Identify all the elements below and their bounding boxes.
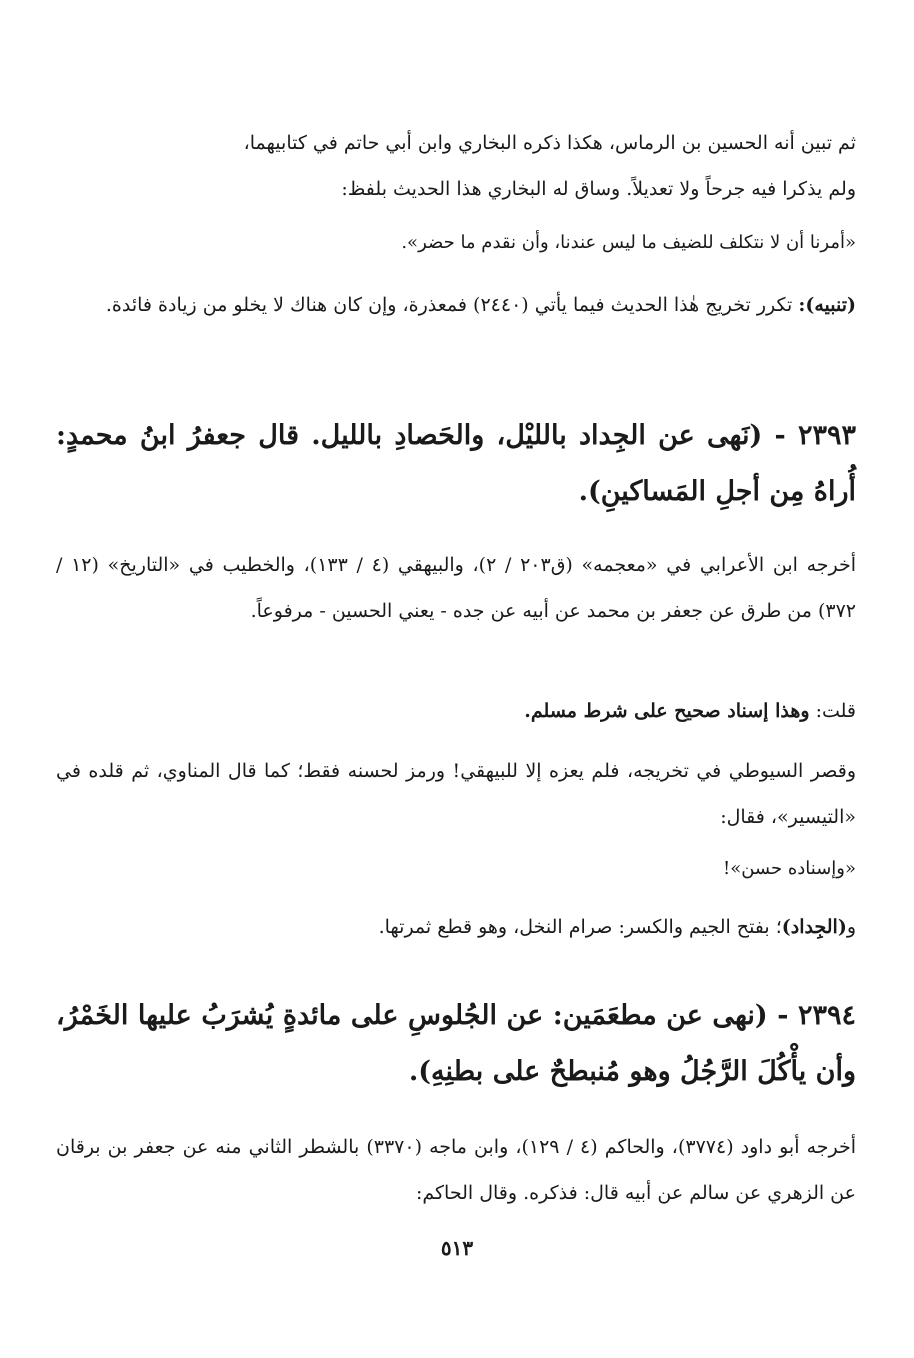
qultu-paragraph [56,688,856,734]
jidad-text: ؛ بفتح الجيم والكسر: صرام النخل، وهو قطع ثمرتها. [378,916,782,938]
hadith-2394-heading: ٢٣٩٤ - (نهى عن مطعَمَين: عن الجُلوسِ على مائدةٍ يُشرَبُ عليها الخَمْرُ، وأن يأْكُلَ الرَّجُلُ وهو مُنبطحٌ على بطنِهِ). [56,1000,856,1087]
qultu-label: قلت: [815,700,856,722]
qultu-text: وهذا إسناد صحيح على شرط مسلم. [524,700,810,722]
hasan-quote: «وإسناده حسن»! [722,858,856,879]
note-text: تكرر تخريج هٰذا الحديث فيما يأتي (٢٤٤٠) فمعذرة، وإن كان هناك لا يخلو من زيادة فائدة. [105,294,793,316]
suyuti-paragraph: وقصر السيوطي في تخريجه، فلم يعزه إلا للبيهقي! ورمز لحسنه فقط؛ كما قال المناوي، ثم قلده في «التيسير»، فقال: [56,760,856,828]
takhrij-2394-paragraph: أخرجه أبو داود (٣٧٧٤)، والحاكم (٤ / ١٢٩)، وابن ماجه (٣٣٧٠) بالشطر الثاني منه عن جعفر بن برقان عن الزهري عن سالم عن أبيه قال: فذكره. وقال الحاكم: [56,1136,857,1204]
page-number: ٥١٣ [440,1236,474,1260]
note-paragraph [56,282,856,328]
jidad-term: (الجِداد) [781,916,847,938]
note-label: (تنبيه): [798,294,856,316]
bukhari-quote: «أمرنا أن لا نتكلف للضيف ما ليس عندنا، وأن نقدم ما حضر». [401,232,856,253]
jidad-prefix: و [846,916,856,938]
jidad-definition [56,904,856,950]
hadith-2393-heading: ٢٣٩٣ - (نَهى عن الجِداد بالليْل، والحَصادِ بالليل. قال جعفرُ ابنُ محمدٍ: أُراهُ مِن أجلِ المَساكينِ). [56,420,856,507]
intro-line-2: ولم يذكرا فيه جرحاً ولا تعديلاً. وساق له البخاري هذا الحديث بلفظ: [341,178,856,200]
intro-paragraph [56,120,856,212]
intro-line-1: ثم تبين أنه الحسين بن الرماس، هكذا ذكره البخاري وابن أبي حاتم في كتابيهما، [243,132,856,154]
takhrij-2393-paragraph: أخرجه ابن الأعرابي في «معجمه» (ق٢٠٣ / ٢)، والبيهقي (٤ / ١٣٣)، والخطيب في «التاريخ» (١٢ / ٣٧٢) من طرق عن جعفر بن محمد عن أبيه عن جده - يعني الحسين - مرفوعاً. [56,554,857,622]
